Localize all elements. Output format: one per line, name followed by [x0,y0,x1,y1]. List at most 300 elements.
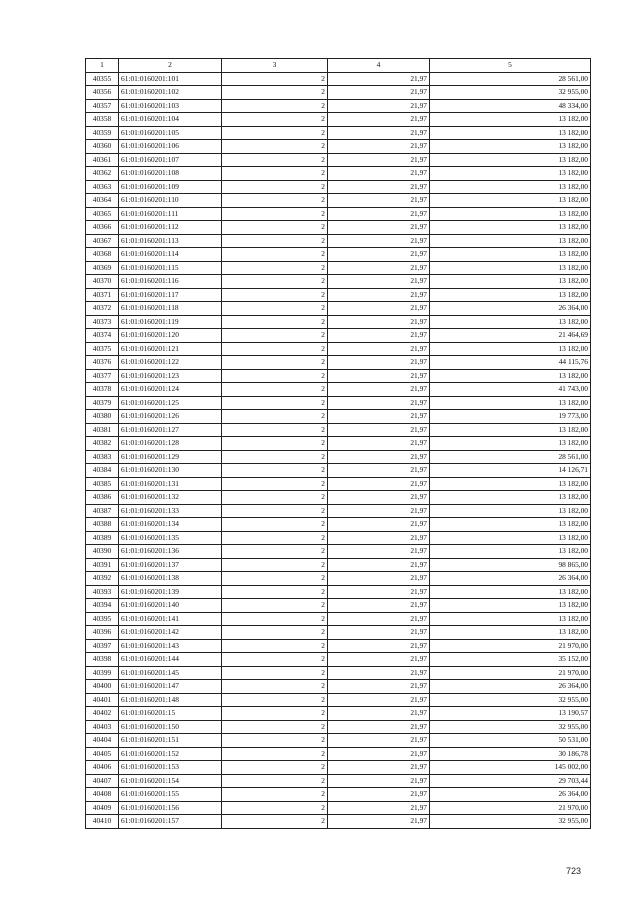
column-5-cell: 29 703,44 [430,774,591,788]
column-5-cell: 26 364,00 [430,680,591,694]
row-number-cell: 40368 [86,248,119,262]
cadastral-number-cell: 61:01:0160201:104 [119,113,222,127]
row-number-cell: 40396 [86,626,119,640]
table-row [86,180,591,194]
column-4-cell: 21,97 [328,275,430,289]
column-3-cell: 2 [222,531,328,545]
column-5-cell: 145 002,00 [430,761,591,775]
row-number-cell: 40388 [86,518,119,532]
table-row [86,342,591,356]
column-4-cell: 21,97 [328,423,430,437]
column-4-cell: 21,97 [328,437,430,451]
column-5-cell: 26 364,00 [430,302,591,316]
row-number-cell: 40364 [86,194,119,208]
column-5-cell: 26 364,00 [430,572,591,586]
column-4-cell: 21,97 [328,153,430,167]
cadastral-number-cell: 61:01:0160201:111 [119,207,222,221]
column-3-cell: 2 [222,747,328,761]
cadastral-number-cell: 61:01:0160201:117 [119,288,222,302]
column-5-cell: 13 182,00 [430,113,591,127]
table-row [86,788,591,802]
column-3-cell: 2 [222,680,328,694]
column-5-cell: 13 182,00 [430,477,591,491]
row-number-cell: 40376 [86,356,119,370]
row-number-cell: 40392 [86,572,119,586]
cadastral-number-cell: 61:01:0160201:106 [119,140,222,154]
table-row [86,720,591,734]
column-4-cell: 21,97 [328,464,430,478]
column-5-cell: 13 182,00 [430,275,591,289]
cadastral-number-cell: 61:01:0160201:138 [119,572,222,586]
column-5-cell: 21 970,00 [430,666,591,680]
column-3-cell: 2 [222,140,328,154]
column-3-cell: 2 [222,653,328,667]
row-number-cell: 40372 [86,302,119,316]
column-3-cell: 2 [222,599,328,613]
column-5-cell: 19 773,00 [430,410,591,424]
column-4-cell: 21,97 [328,531,430,545]
column-5-cell: 35 152,00 [430,653,591,667]
column-3-cell: 2 [222,720,328,734]
cadastral-number-cell: 61:01:0160201:124 [119,383,222,397]
row-number-cell: 40409 [86,801,119,815]
row-number-cell: 40369 [86,261,119,275]
table-row [86,491,591,505]
column-3-cell: 2 [222,194,328,208]
row-number-cell: 40407 [86,774,119,788]
row-number-cell: 40393 [86,585,119,599]
column-4-cell: 21,97 [328,788,430,802]
column-5-cell: 13 190,57 [430,707,591,721]
column-4-cell: 21,97 [328,572,430,586]
column-5-cell: 13 182,00 [430,437,591,451]
column-3-cell: 2 [222,72,328,86]
column-5-cell: 13 182,00 [430,315,591,329]
column-5-cell: 13 182,00 [430,518,591,532]
table-row [86,207,591,221]
cadastral-number-cell: 61:01:0160201:127 [119,423,222,437]
column-3-cell: 2 [222,126,328,140]
row-number-cell: 40394 [86,599,119,613]
column-3-cell: 2 [222,288,328,302]
cadastral-number-cell: 61:01:0160201:151 [119,734,222,748]
column-3-cell: 2 [222,86,328,100]
column-4-cell: 21,97 [328,302,430,316]
data-table [85,58,591,829]
row-number-cell: 40367 [86,234,119,248]
table-header-row [86,59,591,73]
column-4-cell: 21,97 [328,680,430,694]
cadastral-number-cell: 61:01:0160201:128 [119,437,222,451]
column-5-cell: 14 126,71 [430,464,591,478]
cadastral-number-cell: 61:01:0160201:122 [119,356,222,370]
column-3-cell: 2 [222,302,328,316]
column-3-cell: 2 [222,248,328,262]
cadastral-number-cell: 61:01:0160201:153 [119,761,222,775]
column-4-cell: 21,97 [328,261,430,275]
cadastral-number-cell: 61:01:0160201:132 [119,491,222,505]
column-3-cell: 2 [222,234,328,248]
column-4-cell: 21,97 [328,342,430,356]
column-5-cell: 13 182,00 [430,396,591,410]
row-number-cell: 40395 [86,612,119,626]
column-3-cell: 2 [222,153,328,167]
column-5-cell: 13 182,00 [430,167,591,181]
row-number-cell: 40371 [86,288,119,302]
column-5-cell: 13 182,00 [430,248,591,262]
table-row [86,72,591,86]
column-4-cell: 21,97 [328,113,430,127]
cadastral-number-cell: 61:01:0160201:126 [119,410,222,424]
column-4-cell: 21,97 [328,518,430,532]
column-4-cell: 21,97 [328,477,430,491]
cadastral-number-cell: 61:01:0160201:118 [119,302,222,316]
row-number-cell: 40390 [86,545,119,559]
row-number-cell: 40386 [86,491,119,505]
column-4-cell: 21,97 [328,72,430,86]
column-5-cell: 28 561,00 [430,450,591,464]
row-number-cell: 40389 [86,531,119,545]
table-row [86,545,591,559]
column-3-cell: 2 [222,815,328,829]
table-row [86,329,591,343]
table-row [86,423,591,437]
column-3-cell: 2 [222,410,328,424]
table-row [86,707,591,721]
column-4-cell: 21,97 [328,140,430,154]
column-4-cell: 21,97 [328,558,430,572]
column-3-cell: 2 [222,518,328,532]
column-5-cell: 13 182,00 [430,545,591,559]
row-number-cell: 40360 [86,140,119,154]
table-row [86,761,591,775]
column-4-cell: 21,97 [328,396,430,410]
table-row [86,693,591,707]
column-4-cell: 21,97 [328,450,430,464]
table-row [86,815,591,829]
column-4-cell: 21,97 [328,491,430,505]
column-4-cell: 21,97 [328,815,430,829]
column-3-cell: 2 [222,491,328,505]
column-4-cell: 21,97 [328,126,430,140]
column-5-cell: 13 182,00 [430,585,591,599]
cadastral-number-cell: 61:01:0160201:125 [119,396,222,410]
column-4-cell: 21,97 [328,774,430,788]
column-3-cell: 2 [222,707,328,721]
page-number: 723 [566,866,582,876]
row-number-cell: 40398 [86,653,119,667]
column-5-cell: 13 182,00 [430,612,591,626]
cadastral-number-cell: 61:01:0160201:142 [119,626,222,640]
column-5-cell: 13 182,00 [430,504,591,518]
row-number-cell: 40362 [86,167,119,181]
row-number-cell: 40408 [86,788,119,802]
table-body [86,59,591,829]
row-number-cell: 40404 [86,734,119,748]
column-3-cell: 2 [222,693,328,707]
table-row [86,126,591,140]
table-row [86,774,591,788]
column-4-cell: 21,97 [328,747,430,761]
column-5-cell: 30 186,78 [430,747,591,761]
row-number-cell: 40397 [86,639,119,653]
cadastral-number-cell: 61:01:0160201:109 [119,180,222,194]
column-4-cell: 21,97 [328,666,430,680]
row-number-cell: 40382 [86,437,119,451]
column-3-cell: 2 [222,477,328,491]
table-row [86,221,591,235]
row-number-cell: 40410 [86,815,119,829]
column-4-cell: 21,97 [328,86,430,100]
column-4-cell: 21,97 [328,369,430,383]
column-3-cell: 2 [222,437,328,451]
column-5-cell: 32 955,00 [430,720,591,734]
table-row [86,639,591,653]
row-number-cell: 40406 [86,761,119,775]
cadastral-number-cell: 61:01:0160201:107 [119,153,222,167]
table-row [86,747,591,761]
column-5-cell: 98 865,00 [430,558,591,572]
table-row [86,437,591,451]
column-3-cell: 2 [222,396,328,410]
column-3-cell: 2 [222,761,328,775]
table-row [86,248,591,262]
cadastral-number-cell: 61:01:0160201:130 [119,464,222,478]
cadastral-number-cell: 61:01:0160201:114 [119,248,222,262]
cadastral-number-cell: 61:01:0160201:112 [119,221,222,235]
cadastral-number-cell: 61:01:0160201:143 [119,639,222,653]
row-number-cell: 40359 [86,126,119,140]
column-5-cell: 13 182,00 [430,207,591,221]
row-number-cell: 40370 [86,275,119,289]
cadastral-number-cell: 61:01:0160201:144 [119,653,222,667]
row-number-cell: 40378 [86,383,119,397]
column-5-cell: 13 182,00 [430,599,591,613]
column-4-cell: 21,97 [328,410,430,424]
cadastral-number-cell: 61:01:0160201:131 [119,477,222,491]
table-row [86,396,591,410]
column-4-cell: 21,97 [328,234,430,248]
column-4-cell: 21,97 [328,720,430,734]
cadastral-number-cell: 61:01:0160201:105 [119,126,222,140]
column-5-cell: 13 182,00 [430,180,591,194]
column-header: 1 [86,59,119,73]
column-5-cell: 21 464,69 [430,329,591,343]
table-row [86,450,591,464]
table-row [86,504,591,518]
column-3-cell: 2 [222,734,328,748]
column-5-cell: 50 531,00 [430,734,591,748]
column-4-cell: 21,97 [328,761,430,775]
cadastral-number-cell: 61:01:0160201:102 [119,86,222,100]
column-5-cell: 32 955,00 [430,693,591,707]
column-3-cell: 2 [222,626,328,640]
column-5-cell: 21 970,00 [430,639,591,653]
column-3-cell: 2 [222,369,328,383]
column-5-cell: 21 970,00 [430,801,591,815]
table-row [86,356,591,370]
column-3-cell: 2 [222,99,328,113]
cadastral-number-cell: 61:01:0160201:140 [119,599,222,613]
row-number-cell: 40385 [86,477,119,491]
table-row [86,626,591,640]
row-number-cell: 40361 [86,153,119,167]
column-3-cell: 2 [222,113,328,127]
row-number-cell: 40356 [86,86,119,100]
column-header: 5 [430,59,591,73]
cadastral-number-cell: 61:01:0160201:108 [119,167,222,181]
table-row [86,518,591,532]
column-4-cell: 21,97 [328,707,430,721]
column-4-cell: 21,97 [328,180,430,194]
column-3-cell: 2 [222,167,328,181]
table-row [86,369,591,383]
row-number-cell: 40399 [86,666,119,680]
cadastral-number-cell: 61:01:0160201:135 [119,531,222,545]
column-3-cell: 2 [222,639,328,653]
table-row [86,261,591,275]
row-number-cell: 40381 [86,423,119,437]
cadastral-number-cell: 61:01:0160201:123 [119,369,222,383]
column-4-cell: 21,97 [328,504,430,518]
column-5-cell: 26 364,00 [430,788,591,802]
cadastral-number-cell: 61:01:0160201:148 [119,693,222,707]
table-row [86,302,591,316]
column-3-cell: 2 [222,315,328,329]
cadastral-number-cell: 61:01:0160201:157 [119,815,222,829]
table-row [86,234,591,248]
column-5-cell: 13 182,00 [430,153,591,167]
table-row [86,477,591,491]
column-4-cell: 21,97 [328,248,430,262]
row-number-cell: 40374 [86,329,119,343]
cadastral-number-cell: 61:01:0160201:136 [119,545,222,559]
row-number-cell: 40391 [86,558,119,572]
cadastral-number-cell: 61:01:0160201:113 [119,234,222,248]
table-row [86,288,591,302]
column-5-cell: 44 115,76 [430,356,591,370]
column-4-cell: 21,97 [328,194,430,208]
column-5-cell: 13 182,00 [430,261,591,275]
cadastral-number-cell: 61:01:0160201:147 [119,680,222,694]
cadastral-number-cell: 61:01:0160201:150 [119,720,222,734]
row-number-cell: 40383 [86,450,119,464]
table-row [86,99,591,113]
cadastral-number-cell: 61:01:0160201:152 [119,747,222,761]
table-row [86,558,591,572]
column-3-cell: 2 [222,558,328,572]
cadastral-number-cell: 61:01:0160201:137 [119,558,222,572]
column-3-cell: 2 [222,572,328,586]
table-row [86,194,591,208]
column-5-cell: 13 182,00 [430,531,591,545]
row-number-cell: 40380 [86,410,119,424]
row-number-cell: 40377 [86,369,119,383]
column-3-cell: 2 [222,221,328,235]
table-row [86,599,591,613]
column-header: 2 [119,59,222,73]
column-4-cell: 21,97 [328,734,430,748]
table-row [86,275,591,289]
column-4-cell: 21,97 [328,356,430,370]
column-3-cell: 2 [222,356,328,370]
row-number-cell: 40355 [86,72,119,86]
column-5-cell: 13 182,00 [430,221,591,235]
column-5-cell: 13 182,00 [430,288,591,302]
cadastral-number-cell: 61:01:0160201:154 [119,774,222,788]
table-row [86,801,591,815]
column-5-cell: 13 182,00 [430,342,591,356]
cadastral-number-cell: 61:01:0160201:103 [119,99,222,113]
table-row [86,666,591,680]
table-row [86,383,591,397]
row-number-cell: 40357 [86,99,119,113]
column-4-cell: 21,97 [328,315,430,329]
cadastral-number-cell: 61:01:0160201:119 [119,315,222,329]
cadastral-number-cell: 61:01:0160201:133 [119,504,222,518]
column-4-cell: 21,97 [328,639,430,653]
column-4-cell: 21,97 [328,693,430,707]
column-4-cell: 21,97 [328,545,430,559]
row-number-cell: 40402 [86,707,119,721]
column-5-cell: 13 182,00 [430,423,591,437]
row-number-cell: 40403 [86,720,119,734]
row-number-cell: 40401 [86,693,119,707]
row-number-cell: 40400 [86,680,119,694]
column-3-cell: 2 [222,383,328,397]
row-number-cell: 40405 [86,747,119,761]
column-5-cell: 13 182,00 [430,194,591,208]
column-5-cell: 13 182,00 [430,491,591,505]
row-number-cell: 40366 [86,221,119,235]
column-3-cell: 2 [222,612,328,626]
table-row [86,734,591,748]
cadastral-number-cell: 61:01:0160201:121 [119,342,222,356]
column-3-cell: 2 [222,180,328,194]
column-4-cell: 21,97 [328,585,430,599]
row-number-cell: 40365 [86,207,119,221]
cadastral-number-cell: 61:01:0160201:15 [119,707,222,721]
row-number-cell: 40384 [86,464,119,478]
table-row [86,410,591,424]
column-5-cell: 28 561,00 [430,72,591,86]
table-row [86,113,591,127]
cadastral-number-cell: 61:01:0160201:110 [119,194,222,208]
cadastral-number-cell: 61:01:0160201:134 [119,518,222,532]
column-5-cell: 13 182,00 [430,126,591,140]
column-3-cell: 2 [222,504,328,518]
table-row [86,153,591,167]
table-row [86,585,591,599]
column-4-cell: 21,97 [328,329,430,343]
row-number-cell: 40379 [86,396,119,410]
cadastral-number-cell: 61:01:0160201:101 [119,72,222,86]
table-row [86,464,591,478]
column-3-cell: 2 [222,585,328,599]
cadastral-number-cell: 61:01:0160201:145 [119,666,222,680]
row-number-cell: 40363 [86,180,119,194]
table-row [86,612,591,626]
column-5-cell: 48 334,00 [430,99,591,113]
table-row [86,140,591,154]
column-3-cell: 2 [222,666,328,680]
row-number-cell: 40387 [86,504,119,518]
column-5-cell: 13 182,00 [430,140,591,154]
column-5-cell: 13 182,00 [430,369,591,383]
table-row [86,531,591,545]
cadastral-number-cell: 61:01:0160201:115 [119,261,222,275]
row-number-cell: 40375 [86,342,119,356]
